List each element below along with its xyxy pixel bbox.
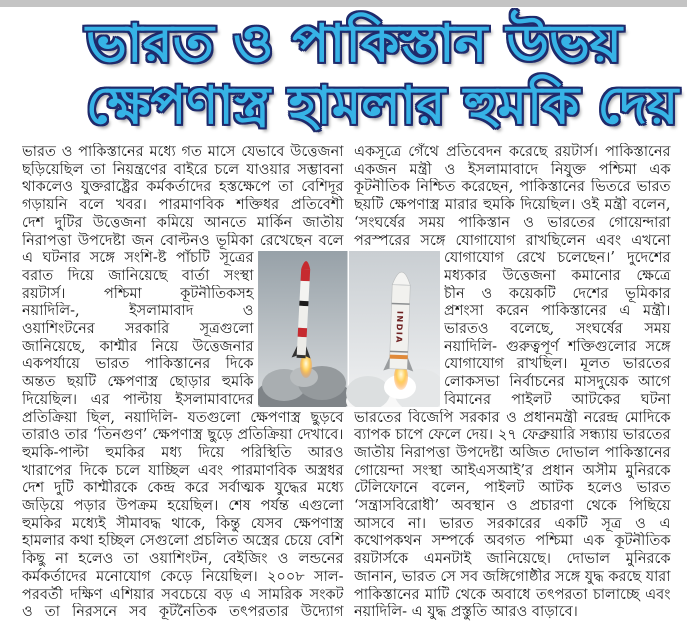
left-column-line-text: এ ঘটনার সঙ্গে সংশি-ষ্ট পাঁচটি সূত্রের xyxy=(22,250,254,267)
top-bar xyxy=(0,0,687,7)
headline-line-1: ভারত ও পাকিস্তান উভয় xyxy=(86,14,623,74)
right-column-line xyxy=(354,497,671,515)
right-column-line xyxy=(444,338,671,356)
left-column-line xyxy=(22,391,254,409)
left-column-line xyxy=(22,603,344,621)
right-column-line-text: টেলিফোনে বলেন, পাইলট আটক হলেও ভারত xyxy=(354,480,671,497)
right-column-line xyxy=(354,515,671,533)
right-column-line-text: রয়টার্সকে এমনটাই জানিয়েছে। দোভাল মুনিরকে xyxy=(354,551,671,568)
left-column-line-text: ওয়াশিংটনের সরকারি সূত্রগুলো xyxy=(22,321,254,337)
left-column-line-text: জানিয়েছে, কাশ্মীর নিয়ে উত্তেজনার xyxy=(22,338,254,355)
right-column-line xyxy=(354,586,671,604)
left-column-line-text: রয়টার্স। পশ্চিমা কূটনীতিকসহ xyxy=(22,285,254,302)
left-column-line xyxy=(22,285,254,303)
left-column-line xyxy=(22,143,344,161)
left-column-line xyxy=(22,214,344,232)
left-column-line xyxy=(22,532,344,550)
right-column-line-text: চীন ও কয়েকটি দেশের ভূমিকার xyxy=(444,285,671,302)
right-column-line-text: পরস্পরের সঙ্গে যোগাযোগ রাখছিলেন এবং এখনো xyxy=(354,232,671,249)
right-column-line-text: ভারতও বলেছে, সংঘর্ষের সময় xyxy=(444,321,671,337)
right-column-line-text: নয়াদিলি- গুরুত্বপূর্ণ শক্তিগুলোর সঙ্গে xyxy=(444,338,671,355)
left-column-line-text: নিরাপত্তা উপদেষ্টা জন বোল্টনও ভূমিকা রেখেছেন বলে xyxy=(22,232,344,249)
left-column-line xyxy=(22,444,344,462)
left-column-line-text: তারাও তার ‘তিনগুণ’ ক্ষেপণাস্ত্র ছুড়ে প্রতিক্রিয়া দেখাবে। xyxy=(22,427,344,444)
left-column-line-text: খারাপের দিকে চলে যাচ্ছিল এবং পারমাণবিক অস্ত্রধর xyxy=(22,462,344,479)
right-column-line xyxy=(354,532,671,550)
right-column-line-text: যোগাযোগ রাখছিল। মূলত ভারতের xyxy=(444,356,671,373)
right-column-line xyxy=(354,444,671,462)
right-column-line xyxy=(354,479,671,497)
right-column-line xyxy=(354,550,671,568)
left-column-line xyxy=(22,178,344,196)
left-column-line xyxy=(22,196,344,214)
right-column-line xyxy=(354,232,671,250)
right-column-line xyxy=(444,267,671,285)
left-column-line-text: জড়িয়ে পড়ার উপক্রম হয়েছিল। শেষ পর্যন্ত এগুলো xyxy=(22,498,344,514)
left-column-line-text: কিছু না হলেও তা ওয়াশিংটন, বেইজিং ও লন্ডনের xyxy=(22,551,344,568)
left-column-line xyxy=(22,515,344,533)
left-column-line-text: দিয়েছিল। এর পাল্টায় ইসলামাবাদের xyxy=(22,391,254,408)
right-column-line xyxy=(354,409,671,427)
left-column-line-text: বরাত দিয়ে জানিয়েছে বার্তা সংস্থা xyxy=(22,267,254,284)
left-column-line-text: অন্তত ছয়টি ক্ষেপণাস্ত্র ছোড়ার হুমকি xyxy=(22,374,254,391)
right-column-line xyxy=(354,426,671,444)
right-column-line-text: ছয়টি ক্ষেপণাস্ত্র মারার হুমকি দিয়েছিল। ওই মন্ত্রী বলেন, xyxy=(354,197,671,214)
left-column-line xyxy=(22,409,344,427)
right-column-line-text: কূটনীতিক নিশ্চিত করেছেন, পাকিস্তানের ভিতরে ভারত xyxy=(354,179,671,196)
left-column-line xyxy=(22,479,344,497)
left-column-line xyxy=(22,267,254,285)
missile-marking-text: INDIA xyxy=(394,310,405,345)
right-column-line-text: যোগাযোগ রেখে চলেছেন।’ দুদেশের xyxy=(444,250,671,267)
right-column-line-text: পাকিস্তানের মাটি থেকে অবাধে তৎপরতা চালাচ্ছে এবং xyxy=(354,586,671,603)
left-column-line xyxy=(22,586,344,604)
right-column-line xyxy=(354,196,671,214)
right-column-line xyxy=(354,178,671,196)
left-column-line-text: প্রতিক্রিয়া ছিল, নয়াদিলি- যতগুলো ক্ষেপণাস্ত্র ছুড়বে xyxy=(22,409,344,426)
left-column-line-text: ও তা নিরসনে সব কূটনৈতিক তৎপরতার উদ্যোগ xyxy=(22,604,344,621)
missile-launch-photo xyxy=(258,251,440,407)
left-column-line-text: ভারত ও পাকিস্তানের মধ্যে গত মাসে যেভাবে উত্তেজনা xyxy=(22,144,344,160)
left-column-line-text: কর্মকর্তাদের মনোযোগ কেড়ে নিয়েছিল। ২০০৮ সাল- xyxy=(22,568,344,585)
right-column-line-text: একজন মন্ত্রী ও ইসলামাবাদে নিযুক্ত পশ্চিমা এক xyxy=(354,161,671,178)
right-column-line xyxy=(354,568,671,586)
right-column-line xyxy=(354,214,671,232)
left-column-line xyxy=(22,462,344,480)
left-column-line xyxy=(22,550,344,568)
left-column-line-text: গড়ায়নি বলে খবর। পারমাণবিক শক্তিধর প্রতিবেশী xyxy=(22,197,344,214)
left-column-line xyxy=(22,497,344,515)
right-column-line-text: মধ্যকার উত্তেজনা কমানোর ক্ষেত্রে xyxy=(444,267,671,284)
right-column-line-text: ব্যাপক চাপে ফেলে দেয়। ২৭ ফেব্রুয়ারি সন্ধ্যায় ভারতের xyxy=(354,427,671,444)
left-column-line-text: নয়াদিলি-, ইসলামাবাদ ও xyxy=(22,303,254,320)
right-column-line xyxy=(444,249,671,267)
right-column-line-text: ‘সংঘর্ষের সময় পাকিস্তান ও ভারতের গোয়েন্দারা xyxy=(354,214,671,231)
missile-photo-graphic xyxy=(258,251,440,407)
right-column-line xyxy=(444,373,671,391)
left-column-line-text: হামলার কথা হচ্ছিল সেগুলো প্রচলিত অস্ত্রের চেয়ে বেশি xyxy=(22,533,344,550)
right-column-line xyxy=(354,143,671,161)
right-column-line xyxy=(444,285,671,303)
left-column-line-text: থাকলেও যুক্তরাষ্ট্রের কর্মকর্তাদের হস্তক্ষেপে তা বেশিদূর xyxy=(22,179,344,196)
right-column-line-text: গোয়েন্দা সংস্থা আইএসআই’র প্রধান অসীম মুনিরকে xyxy=(354,462,671,479)
right-column-line-text: প্রশংসা করেন পাকিস্তানের এ মন্ত্রী। xyxy=(444,303,671,320)
left-column-line xyxy=(22,232,344,250)
right-column-line xyxy=(354,462,671,480)
right-column-line-text: ভারতের বিজেপি সরকার ও প্রধানমন্ত্রী নরেন্দ্র মোদিকে xyxy=(354,409,671,426)
right-column-line xyxy=(444,320,671,338)
right-column-line-text: ‘সন্ত্রাসবিরোধী’ অবস্থান ও প্রচারণা থেকে পিছিয়ে xyxy=(354,498,671,514)
left-column-line-text: একপর্যায়ে ভারত পাকিস্তানের দিকে xyxy=(22,356,254,373)
left-column-line-text: দেশ দুটির উত্তেজনা কমিয়ে আনতে মার্কিন জাতীয় xyxy=(22,214,344,231)
right-column-line xyxy=(444,302,671,320)
right-column-line-text: লোকসভা নির্বাচনের মাসদুয়েক আগে xyxy=(444,374,671,391)
right-column-line-text: কথোপকথন সম্পর্কে অবগত পশ্চিমা এক কূটনীতিক xyxy=(354,533,671,550)
left-column-line xyxy=(22,426,344,444)
right-column-line xyxy=(444,355,671,373)
left-column-line xyxy=(22,249,254,267)
left-column-line-text: দেশ দুটি কাশ্মীরকে কেন্দ্র করে সর্বাত্মক যুদ্ধের মধ্যে xyxy=(22,480,344,497)
left-column-line xyxy=(22,373,254,391)
left-column-line xyxy=(22,302,254,320)
right-column-line-text: একসূত্রে গেঁথে প্রতিবেদন করেছে রয়টার্স। পাকিস্তানের xyxy=(354,144,671,160)
left-column-line-text: পরবর্তী দক্ষিণ এশিয়ার সবচেয়ে বড় এ সামরিক সংকট xyxy=(22,586,344,603)
right-column-line xyxy=(354,603,671,621)
right-column-line-text: বিমানের পাইলট আটকের ঘটনা xyxy=(444,391,671,408)
left-column-line-text: হুমকির মধ্যেই সীমাবদ্ধ থাকে, কিন্তু যেসব ক্ষেপণাস্ত্র xyxy=(22,515,344,532)
left-column-line-text: হুমকি-পাল্টা হুমকির মধ্য দিয়ে পরিস্থিতি আরও xyxy=(22,444,344,461)
right-column-line-text: আসবে না। ভারত সরকারের একটি সূত্র ও এ xyxy=(354,515,671,532)
right-column-line-text: নয়াদিলি- এ যুদ্ধ প্রস্তুতি আরও বাড়াবে। xyxy=(354,604,578,621)
left-column-line xyxy=(22,568,344,586)
left-column-line xyxy=(22,161,344,179)
right-column-line xyxy=(444,391,671,409)
right-column-line-text: জাতীয় নিরাপত্তা উপদেষ্টা অজিত দোভাল পাকিস্তানের xyxy=(354,444,671,461)
left-column-line xyxy=(22,320,254,338)
photo-divider xyxy=(348,251,350,407)
left-column-line xyxy=(22,355,254,373)
left-column-line xyxy=(22,338,254,356)
right-column-line xyxy=(354,161,671,179)
left-column-line-text: ছড়িয়েছিল তা নিয়ন্ত্রণের বাইরে চলে যাওয়ার সম্ভাবনা xyxy=(22,161,344,178)
headline-line-2: ক্ষেপণাস্ত্র হামলার হুমকি দেয় xyxy=(86,76,679,136)
right-column-line-text: জানান, ভারত সে সব জঙ্গিগোষ্ঠীর সঙ্গে যুদ্ধ করছে যারা xyxy=(354,568,671,585)
